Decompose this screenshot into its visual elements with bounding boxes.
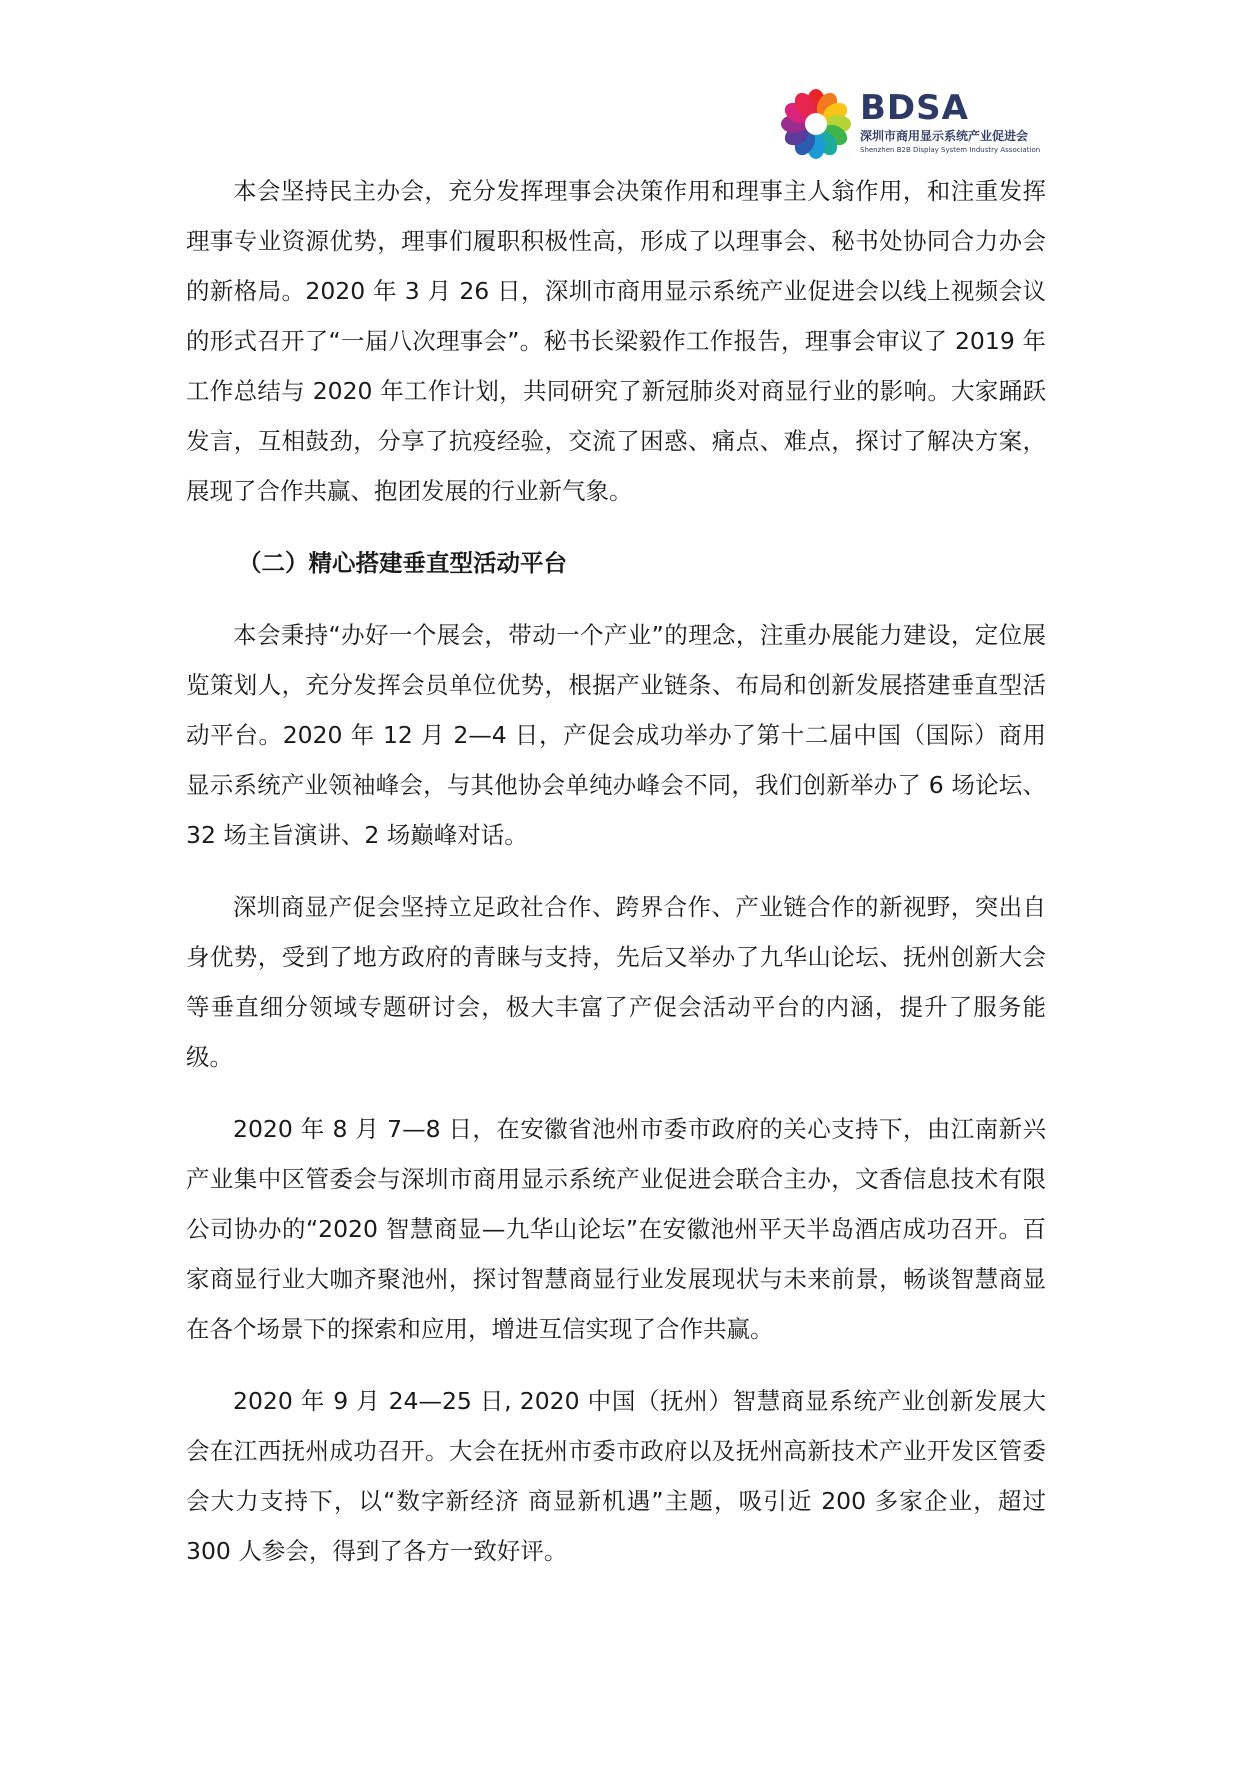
logo-chinese-name: 深圳市商用显示系统产业促进会 [860,129,1029,143]
logo-title: BDSA [860,88,969,128]
paragraph-platform: 本会秉持“办好一个展会，带动一个产业”的理念，注重办展能力建设，定位展览策划人，充分发挥会员单位优势，根据产业链条、布局和创新发展搭建垂直型活动平台。2020 年 12 月 2—4 日，产促会成功举办了第十二届中国（国际）商用显示系统产业领袖峰会，与其他协会单纯办峰会不同，我们创新举办了 6 场论坛、32 场主旨演讲、2 场巅峰对话。 [186,621,1046,849]
paragraph-council-meeting: 本会坚持民主办会，充分发挥理事会决策作用和理事主人翁作用，和注重发挥理事专业资源优势，理事们履职积极性高，形成了以理事会、秘书处协同合力办会的新格局。2020 年 3 月 26 日，深圳市商用显示系统产业促进会以线上视频会议的形式召开了“一届八次理事会”。秘书长梁毅作工作报告，理事会审议了 2019 年工作总结与 2020 年工作计划，共同研究了新冠肺炎对商显行业的影响。大家踊跃发言，互相鼓劲，分享了抗疫经验，交流了困惑、痛点、难点，探讨了解决方案，展现了合作共赢、抱团发展的行业新气象。 [186,177,1046,505]
logo-english-name: Shenzhen B2B Display System Industry Association [860,146,1041,154]
logo-flower-icon [780,88,852,160]
paragraph-cooperation: 深圳商显产促会坚持立足政社合作、跨界合作、产业链合作的新视野，突出自身优势，受到了地方政府的青睐与支持，先后又举办了九华山论坛、抚州创新大会等垂直细分领域专题研讨会，极大丰富了产促会活动平台的内涵，提升了服务能级。 [186,893,1046,1071]
section-heading: （二）精心搭建垂直型活动平台 [238,549,567,577]
document-body [186,166,1046,1598]
header-logo [780,88,1060,160]
paragraph-fuzhou-conference: 2020 年 9 月 24—25 日, 2020 中国（抚州）智慧商显系统产业创新发展大会在江西抚州成功召开。大会在抚州市委市政府以及抚州高新技术产业开发区管委会大力支持下，以“数字新经济 商显新机遇”主题，吸引近 200 多家企业，超过 300 人参会，得到了各方一致好评。 [186,1387,1046,1565]
paragraph-jiuhuashan-forum: 2020 年 8 月 7—8 日，在安徽省池州市委市政府的关心支持下，由江南新兴产业集中区管委会与深圳市商用显示系统产业促进会联合主办，文香信息技术有限公司协办的“2020 智慧商显—九华山论坛”在安徽池州平天半岛酒店成功召开。百家商显行业大咖齐聚池州，探讨智慧商显行业发展现状与未来前景，畅谈智慧商显在各个场景下的探索和应用，增进互信实现了合作共赢。 [186,1115,1046,1343]
